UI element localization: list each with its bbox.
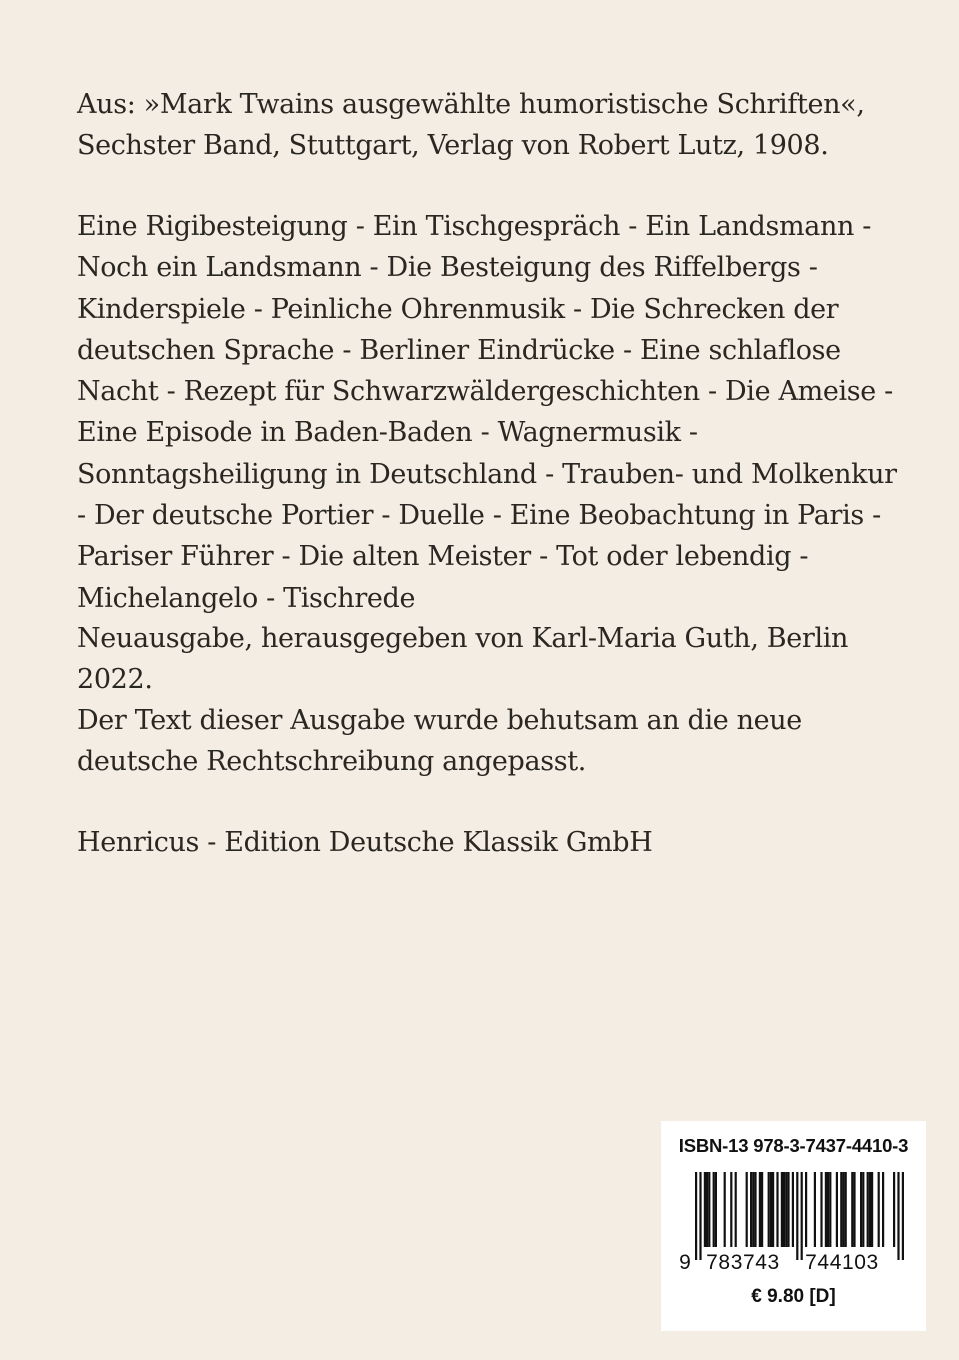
source-paragraph: Aus: »Mark Twains ausgewählte humoristische Schriften«, Sechster Band, Stuttgart, Verlag von Robert Lutz, 1908. xyxy=(77,89,865,162)
barcode-bar xyxy=(840,1172,842,1247)
barcode-panel xyxy=(661,1121,926,1331)
barcode-bar xyxy=(761,1172,763,1247)
barcode-bar xyxy=(842,1172,844,1247)
barcode-bar xyxy=(724,1172,726,1247)
barcode-bar xyxy=(882,1172,884,1247)
barcode-bar xyxy=(853,1172,855,1247)
barcode-bar xyxy=(706,1172,708,1247)
barcode-bar xyxy=(785,1172,787,1247)
barcode-bar xyxy=(768,1172,770,1247)
barcode-bar xyxy=(869,1172,871,1247)
barcode-bar xyxy=(730,1172,732,1247)
barcode-bar xyxy=(713,1172,715,1247)
barcode-bar xyxy=(715,1172,717,1247)
barcode-bar xyxy=(862,1172,864,1247)
barcode-image xyxy=(661,1168,926,1280)
isbn-label: ISBN-13 978-3-7437-4410-3 xyxy=(678,1135,909,1156)
barcode-guard-bar xyxy=(902,1172,904,1260)
orthography-note: Der Text dieser Ausgabe wurde behutsam an die neue deutsche Rechtschreibung angepasst. xyxy=(77,705,802,778)
barcode-bar xyxy=(750,1172,752,1247)
barcode-bar xyxy=(708,1172,710,1247)
barcode-bar xyxy=(827,1172,829,1247)
barcode-bar xyxy=(772,1172,774,1247)
barcode-bar xyxy=(746,1172,748,1247)
barcode-digits-left: 783743 xyxy=(706,1251,780,1274)
barcode-bar xyxy=(878,1172,880,1247)
barcode-bar xyxy=(845,1172,847,1247)
barcode-bar xyxy=(781,1172,783,1247)
barcode-bar xyxy=(752,1172,754,1247)
barcode-bars xyxy=(695,1172,904,1260)
barcode-bar xyxy=(805,1172,807,1247)
barcode-bar xyxy=(759,1172,761,1247)
barcode-guard-bar xyxy=(801,1172,803,1260)
price-label: € 9.80 [D] xyxy=(751,1286,836,1307)
barcode-guard-bar xyxy=(695,1172,697,1260)
barcode-guard-bar xyxy=(897,1172,899,1260)
barcode-bar xyxy=(836,1172,838,1247)
barcode-bar xyxy=(820,1172,822,1247)
barcode-bar xyxy=(893,1172,895,1247)
barcode-bar xyxy=(770,1172,772,1247)
barcode-bar xyxy=(860,1172,862,1247)
barcode-guard-bar xyxy=(699,1172,701,1260)
barcode-bar xyxy=(704,1172,706,1247)
barcode-digits-right: 744103 xyxy=(805,1251,879,1274)
barcode-bar xyxy=(754,1172,756,1247)
edition-paragraph: Neuausgabe, herausgegeben von Karl-Maria Guth, Berlin 2022. xyxy=(77,623,849,696)
barcode-bar xyxy=(783,1172,785,1247)
barcode-bar xyxy=(776,1172,778,1247)
barcode-guard-bar xyxy=(796,1172,798,1260)
barcode-bar xyxy=(787,1172,789,1247)
barcode-bar xyxy=(871,1172,873,1247)
barcode-bar xyxy=(825,1172,827,1247)
barcode-bar xyxy=(735,1172,737,1247)
barcode-bar xyxy=(851,1172,853,1247)
barcode-bar xyxy=(867,1172,869,1247)
barcode-digit-first: 9 xyxy=(679,1251,691,1274)
barcode-bar xyxy=(814,1172,816,1247)
publisher-line: Henricus - Edition Deutsche Klassik GmbH xyxy=(77,827,653,858)
barcode-bar xyxy=(829,1172,831,1247)
barcode-bar xyxy=(792,1172,794,1247)
contents-paragraph: Eine Rigibesteigung - Ein Tischgespräch - Ein Landsmann - Noch ein Landsmann - Die Besteigung des Riffelbergs - Kinderspiele - Peinliche Ohrenmusik - Die Schrecken der deutschen Sprache - Berliner Eindrücke - Eine schlaflose Nacht - Rezept für Schwarzwäldergeschichten - Die Ameise - Eine Episode in Baden-Baden - Wagnermusik - Sonntagsheiligung in Deutschland - Trauben- und Molkenkur - Der deutsche Portier - Duelle - Eine Beobachtung in Paris - Pariser Führer - Die alten Meister - Tot oder lebendig - Michelangelo - Tischrede xyxy=(77,211,897,614)
